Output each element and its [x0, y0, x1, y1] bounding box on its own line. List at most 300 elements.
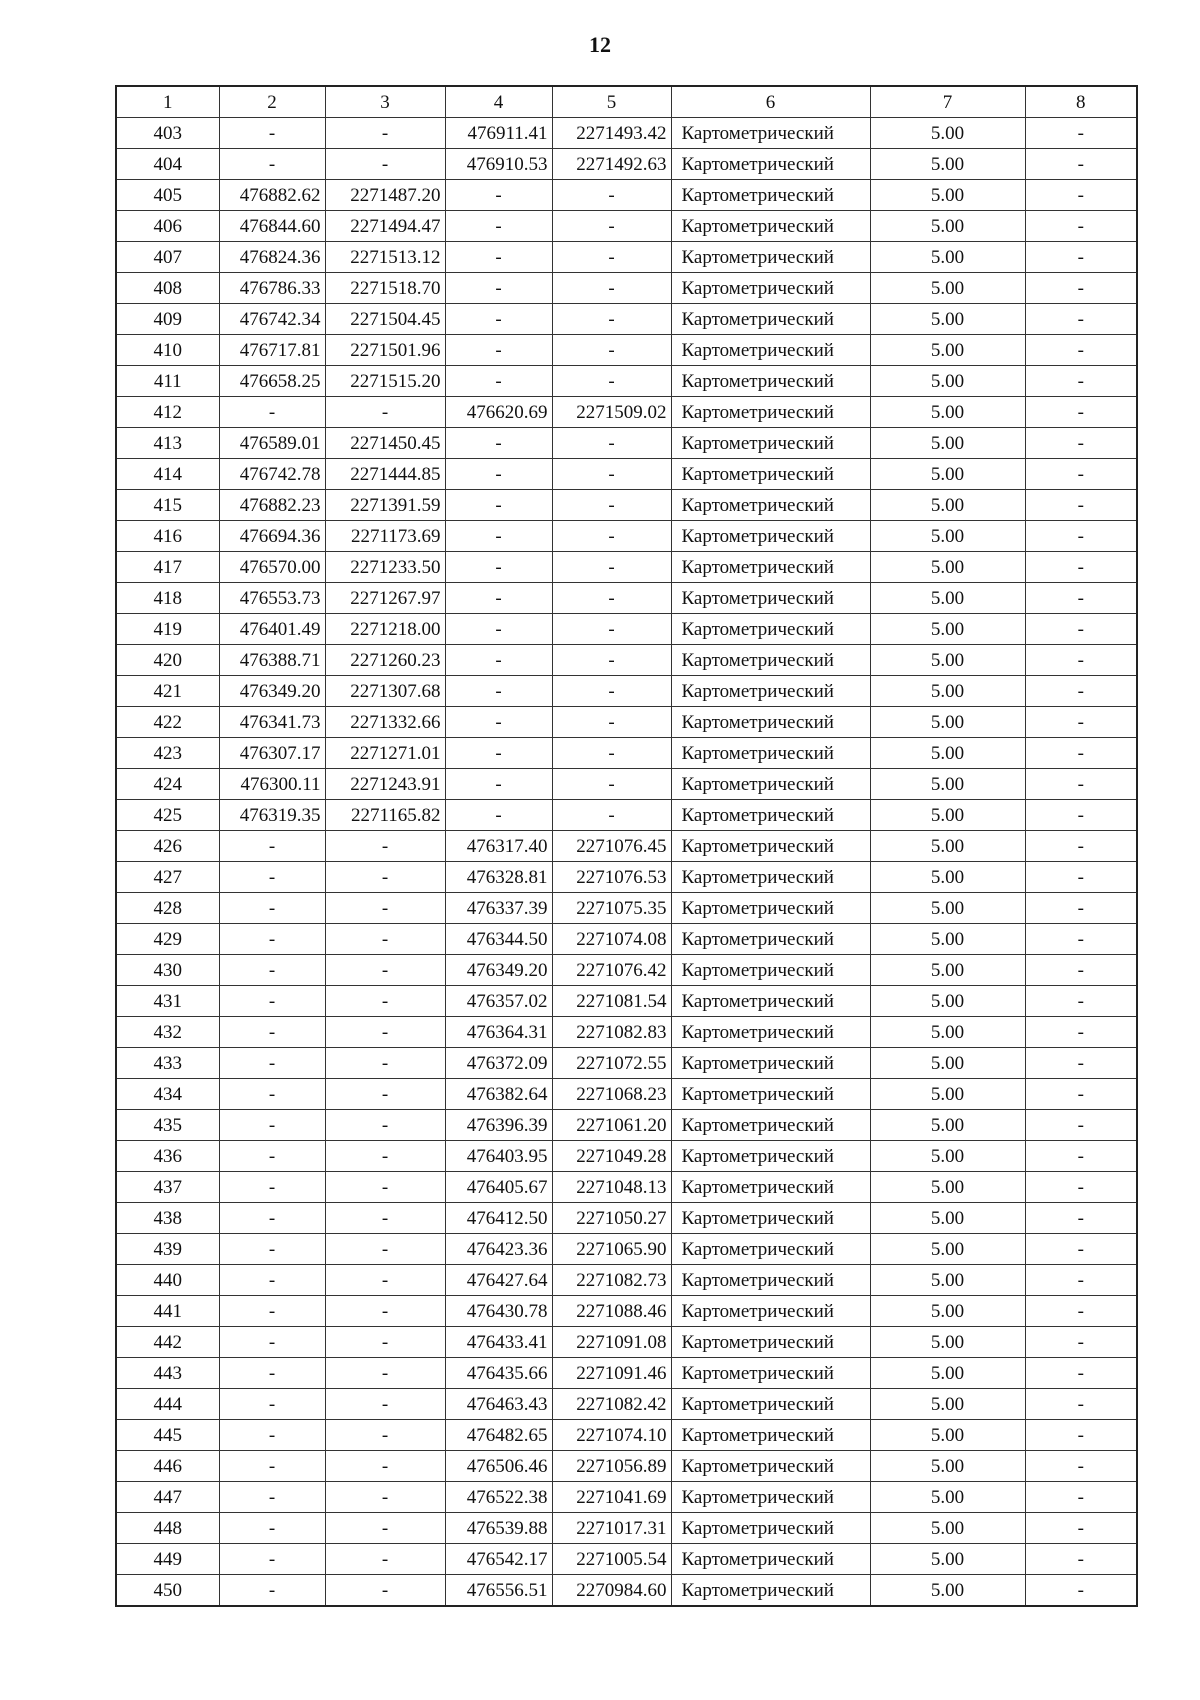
col3-y-cell: 2271504.45 — [325, 304, 445, 335]
table-row — [116, 521, 1137, 552]
table-row — [116, 924, 1137, 955]
method-cell: Картометрический — [671, 273, 870, 304]
point-number-cell: 420 — [116, 645, 219, 676]
method-cell: Картометрический — [671, 862, 870, 893]
method-cell: Картометрический — [671, 1296, 870, 1327]
table-row — [116, 986, 1137, 1017]
table-row — [116, 1389, 1137, 1420]
col4-x-cell: - — [445, 335, 552, 366]
table-row — [116, 676, 1137, 707]
col2-x-cell: - — [219, 862, 325, 893]
accuracy-cell: 5.00 — [870, 862, 1025, 893]
col3-y-cell: - — [325, 1389, 445, 1420]
col8-cell: - — [1025, 1513, 1137, 1544]
col8-cell: - — [1025, 397, 1137, 428]
point-number-cell: 415 — [116, 490, 219, 521]
method-cell: Картометрический — [671, 955, 870, 986]
table-row — [116, 1203, 1137, 1234]
col3-y-cell: 2271494.47 — [325, 211, 445, 242]
col2-x-cell: - — [219, 831, 325, 862]
col8-cell: - — [1025, 1296, 1137, 1327]
col2-x-cell: - — [219, 1234, 325, 1265]
col3-y-cell: 2271271.01 — [325, 738, 445, 769]
col5-y-cell: 2271049.28 — [552, 1141, 671, 1172]
col2-x-cell: - — [219, 1172, 325, 1203]
method-cell: Картометрический — [671, 366, 870, 397]
col3-y-cell: - — [325, 1544, 445, 1575]
col4-x-cell: 476372.09 — [445, 1048, 552, 1079]
point-number-cell: 427 — [116, 862, 219, 893]
col4-x-cell: 476433.41 — [445, 1327, 552, 1358]
col4-x-cell: - — [445, 242, 552, 273]
col2-x-cell: - — [219, 1389, 325, 1420]
method-cell: Картометрический — [671, 1203, 870, 1234]
col4-x-cell: 476403.95 — [445, 1141, 552, 1172]
column-header-2: 2 — [219, 86, 325, 118]
accuracy-cell: 5.00 — [870, 1544, 1025, 1575]
col3-y-cell: - — [325, 893, 445, 924]
col8-cell: - — [1025, 614, 1137, 645]
col2-x-cell: - — [219, 1358, 325, 1389]
col2-x-cell: - — [219, 397, 325, 428]
col5-y-cell: 2271050.27 — [552, 1203, 671, 1234]
table-row — [116, 490, 1137, 521]
col8-cell: - — [1025, 428, 1137, 459]
point-number-cell: 440 — [116, 1265, 219, 1296]
col5-y-cell: - — [552, 366, 671, 397]
col5-y-cell: - — [552, 304, 671, 335]
col4-x-cell: 476382.64 — [445, 1079, 552, 1110]
col4-x-cell: 476337.39 — [445, 893, 552, 924]
point-number-cell: 421 — [116, 676, 219, 707]
col2-x-cell: - — [219, 1544, 325, 1575]
col4-x-cell: - — [445, 304, 552, 335]
table-row — [116, 242, 1137, 273]
point-number-cell: 432 — [116, 1017, 219, 1048]
accuracy-cell: 5.00 — [870, 831, 1025, 862]
col5-y-cell: - — [552, 552, 671, 583]
col2-x-cell: 476300.11 — [219, 769, 325, 800]
col5-y-cell: 2271065.90 — [552, 1234, 671, 1265]
column-header-3: 3 — [325, 86, 445, 118]
method-cell: Картометрический — [671, 924, 870, 955]
col5-y-cell: - — [552, 459, 671, 490]
col5-y-cell: 2271061.20 — [552, 1110, 671, 1141]
col3-y-cell: - — [325, 1234, 445, 1265]
col4-x-cell: - — [445, 583, 552, 614]
accuracy-cell: 5.00 — [870, 428, 1025, 459]
table-row — [116, 862, 1137, 893]
col4-x-cell: 476317.40 — [445, 831, 552, 862]
method-cell: Картометрический — [671, 1358, 870, 1389]
point-number-cell: 425 — [116, 800, 219, 831]
table-row — [116, 366, 1137, 397]
col8-cell: - — [1025, 1110, 1137, 1141]
col2-x-cell: 476882.23 — [219, 490, 325, 521]
col4-x-cell: - — [445, 800, 552, 831]
method-cell: Картометрический — [671, 118, 870, 149]
method-cell: Картометрический — [671, 1172, 870, 1203]
col3-y-cell: - — [325, 986, 445, 1017]
col4-x-cell: 476430.78 — [445, 1296, 552, 1327]
col3-y-cell: 2271450.45 — [325, 428, 445, 459]
point-number-cell: 403 — [116, 118, 219, 149]
point-number-cell: 429 — [116, 924, 219, 955]
method-cell: Картометрический — [671, 1079, 870, 1110]
col5-y-cell: - — [552, 273, 671, 304]
col3-y-cell: - — [325, 1079, 445, 1110]
col3-y-cell: - — [325, 862, 445, 893]
accuracy-cell: 5.00 — [870, 1327, 1025, 1358]
col8-cell: - — [1025, 211, 1137, 242]
col8-cell: - — [1025, 366, 1137, 397]
table-row — [116, 428, 1137, 459]
method-cell: Картометрический — [671, 1017, 870, 1048]
col5-y-cell: 2271048.13 — [552, 1172, 671, 1203]
col8-cell: - — [1025, 1544, 1137, 1575]
accuracy-cell: 5.00 — [870, 583, 1025, 614]
col8-cell: - — [1025, 738, 1137, 769]
method-cell: Картометрический — [671, 800, 870, 831]
table-row — [116, 614, 1137, 645]
col2-x-cell: - — [219, 1203, 325, 1234]
col5-y-cell: 2271005.54 — [552, 1544, 671, 1575]
point-number-cell: 448 — [116, 1513, 219, 1544]
col5-y-cell: 2271041.69 — [552, 1482, 671, 1513]
method-cell: Картометрический — [671, 397, 870, 428]
table-row — [116, 1482, 1137, 1513]
accuracy-cell: 5.00 — [870, 738, 1025, 769]
col8-cell: - — [1025, 1327, 1137, 1358]
col8-cell: - — [1025, 149, 1137, 180]
col8-cell: - — [1025, 1203, 1137, 1234]
col8-cell: - — [1025, 304, 1137, 335]
point-number-cell: 404 — [116, 149, 219, 180]
col8-cell: - — [1025, 118, 1137, 149]
point-number-cell: 422 — [116, 707, 219, 738]
col3-y-cell: - — [325, 1265, 445, 1296]
method-cell: Картометрический — [671, 335, 870, 366]
col5-y-cell: - — [552, 583, 671, 614]
col3-y-cell: 2271218.00 — [325, 614, 445, 645]
col5-y-cell: 2271509.02 — [552, 397, 671, 428]
col2-x-cell: 476694.36 — [219, 521, 325, 552]
col5-y-cell: 2271082.83 — [552, 1017, 671, 1048]
table-row — [116, 645, 1137, 676]
method-cell: Картометрический — [671, 211, 870, 242]
col2-x-cell: - — [219, 1451, 325, 1482]
col5-y-cell: - — [552, 335, 671, 366]
method-cell: Картометрический — [671, 1451, 870, 1482]
col3-y-cell: - — [325, 1327, 445, 1358]
accuracy-cell: 5.00 — [870, 707, 1025, 738]
method-cell: Картометрический — [671, 583, 870, 614]
method-cell: Картометрический — [671, 738, 870, 769]
table-body — [116, 118, 1137, 1607]
col3-y-cell: - — [325, 118, 445, 149]
point-number-cell: 437 — [116, 1172, 219, 1203]
method-cell: Картометрический — [671, 149, 870, 180]
col4-x-cell: 476506.46 — [445, 1451, 552, 1482]
col8-cell: - — [1025, 707, 1137, 738]
col8-cell: - — [1025, 1048, 1137, 1079]
col3-y-cell: 2271501.96 — [325, 335, 445, 366]
method-cell: Картометрический — [671, 893, 870, 924]
method-cell: Картометрический — [671, 459, 870, 490]
col4-x-cell: 476539.88 — [445, 1513, 552, 1544]
method-cell: Картометрический — [671, 1110, 870, 1141]
col3-y-cell: - — [325, 831, 445, 862]
col8-cell: - — [1025, 1017, 1137, 1048]
col2-x-cell: 476742.34 — [219, 304, 325, 335]
col2-x-cell: - — [219, 1296, 325, 1327]
col2-x-cell: 476341.73 — [219, 707, 325, 738]
table-row — [116, 273, 1137, 304]
method-cell: Картометрический — [671, 428, 870, 459]
point-number-cell: 407 — [116, 242, 219, 273]
col5-y-cell: 2271074.08 — [552, 924, 671, 955]
col4-x-cell: - — [445, 180, 552, 211]
table-row — [116, 397, 1137, 428]
method-cell: Картометрический — [671, 1575, 870, 1607]
col8-cell: - — [1025, 1358, 1137, 1389]
col8-cell: - — [1025, 521, 1137, 552]
col5-y-cell: - — [552, 211, 671, 242]
col4-x-cell: 476328.81 — [445, 862, 552, 893]
method-cell: Картометрический — [671, 490, 870, 521]
table-row — [116, 1513, 1137, 1544]
col4-x-cell: 476412.50 — [445, 1203, 552, 1234]
col3-y-cell: 2271243.91 — [325, 769, 445, 800]
page-number: 12 — [589, 32, 611, 57]
accuracy-cell: 5.00 — [870, 1575, 1025, 1607]
col5-y-cell: 2271074.10 — [552, 1420, 671, 1451]
method-cell: Картометрический — [671, 1327, 870, 1358]
point-number-cell: 416 — [116, 521, 219, 552]
method-cell: Картометрический — [671, 831, 870, 862]
col4-x-cell: - — [445, 769, 552, 800]
col2-x-cell: - — [219, 1513, 325, 1544]
col4-x-cell: 476349.20 — [445, 955, 552, 986]
col8-cell: - — [1025, 831, 1137, 862]
accuracy-cell: 5.00 — [870, 1017, 1025, 1048]
col4-x-cell: 476435.66 — [445, 1358, 552, 1389]
point-number-cell: 436 — [116, 1141, 219, 1172]
accuracy-cell: 5.00 — [870, 955, 1025, 986]
col4-x-cell: 476405.67 — [445, 1172, 552, 1203]
col4-x-cell: - — [445, 366, 552, 397]
col3-y-cell: - — [325, 1296, 445, 1327]
col3-y-cell: - — [325, 1358, 445, 1389]
accuracy-cell: 5.00 — [870, 1482, 1025, 1513]
point-number-cell: 444 — [116, 1389, 219, 1420]
table-row — [116, 1172, 1137, 1203]
col2-x-cell: - — [219, 1048, 325, 1079]
col5-y-cell: 2271081.54 — [552, 986, 671, 1017]
accuracy-cell: 5.00 — [870, 645, 1025, 676]
point-number-cell: 439 — [116, 1234, 219, 1265]
col3-y-cell: 2271165.82 — [325, 800, 445, 831]
table-row — [116, 335, 1137, 366]
method-cell: Картометрический — [671, 180, 870, 211]
col3-y-cell: 2271260.23 — [325, 645, 445, 676]
col2-x-cell: 476717.81 — [219, 335, 325, 366]
method-cell: Картометрический — [671, 1234, 870, 1265]
point-number-cell: 408 — [116, 273, 219, 304]
col8-cell: - — [1025, 645, 1137, 676]
method-cell: Картометрический — [671, 1544, 870, 1575]
point-number-cell: 405 — [116, 180, 219, 211]
accuracy-cell: 5.00 — [870, 769, 1025, 800]
col3-y-cell: - — [325, 955, 445, 986]
accuracy-cell: 5.00 — [870, 118, 1025, 149]
col8-cell: - — [1025, 1575, 1137, 1607]
accuracy-cell: 5.00 — [870, 1110, 1025, 1141]
col4-x-cell: 476357.02 — [445, 986, 552, 1017]
point-number-cell: 413 — [116, 428, 219, 459]
col4-x-cell: - — [445, 211, 552, 242]
accuracy-cell: 5.00 — [870, 397, 1025, 428]
col5-y-cell: - — [552, 645, 671, 676]
col4-x-cell: - — [445, 614, 552, 645]
table-row — [116, 1017, 1137, 1048]
col2-x-cell: - — [219, 1141, 325, 1172]
method-cell: Картометрический — [671, 1265, 870, 1296]
col3-y-cell: - — [325, 1482, 445, 1513]
col8-cell: - — [1025, 552, 1137, 583]
point-number-cell: 418 — [116, 583, 219, 614]
col5-y-cell: - — [552, 738, 671, 769]
table-row — [116, 118, 1137, 149]
col8-cell: - — [1025, 1420, 1137, 1451]
table-row — [116, 149, 1137, 180]
table-row — [116, 1110, 1137, 1141]
accuracy-cell: 5.00 — [870, 924, 1025, 955]
col2-x-cell: 476401.49 — [219, 614, 325, 645]
col2-x-cell: 476388.71 — [219, 645, 325, 676]
table-row — [116, 1544, 1137, 1575]
col8-cell: - — [1025, 862, 1137, 893]
point-number-cell: 426 — [116, 831, 219, 862]
col3-y-cell: 2271487.20 — [325, 180, 445, 211]
col4-x-cell: - — [445, 490, 552, 521]
table-row — [116, 1079, 1137, 1110]
col5-y-cell: - — [552, 614, 671, 645]
col4-x-cell: 476522.38 — [445, 1482, 552, 1513]
col5-y-cell: 2271068.23 — [552, 1079, 671, 1110]
accuracy-cell: 5.00 — [870, 1234, 1025, 1265]
col2-x-cell: 476307.17 — [219, 738, 325, 769]
point-number-cell: 443 — [116, 1358, 219, 1389]
col4-x-cell: 476364.31 — [445, 1017, 552, 1048]
col3-y-cell: 2271391.59 — [325, 490, 445, 521]
col2-x-cell: 476882.62 — [219, 180, 325, 211]
point-number-cell: 447 — [116, 1482, 219, 1513]
method-cell: Картометрический — [671, 242, 870, 273]
table-row — [116, 1327, 1137, 1358]
column-header-4: 4 — [445, 86, 552, 118]
col3-y-cell: - — [325, 1017, 445, 1048]
col5-y-cell: - — [552, 180, 671, 211]
accuracy-cell: 5.00 — [870, 552, 1025, 583]
col3-y-cell: - — [325, 1451, 445, 1482]
col3-y-cell: 2271332.66 — [325, 707, 445, 738]
col8-cell: - — [1025, 1234, 1137, 1265]
col8-cell: - — [1025, 180, 1137, 211]
col2-x-cell: - — [219, 1575, 325, 1607]
accuracy-cell: 5.00 — [870, 1079, 1025, 1110]
col5-y-cell: 2271091.46 — [552, 1358, 671, 1389]
accuracy-cell: 5.00 — [870, 676, 1025, 707]
table-row — [116, 1451, 1137, 1482]
accuracy-cell: 5.00 — [870, 986, 1025, 1017]
accuracy-cell: 5.00 — [870, 1296, 1025, 1327]
col5-y-cell: 2271076.42 — [552, 955, 671, 986]
column-header-8: 8 — [1025, 86, 1137, 118]
col4-x-cell: 476910.53 — [445, 149, 552, 180]
method-cell: Картометрический — [671, 614, 870, 645]
col4-x-cell: 476911.41 — [445, 118, 552, 149]
point-number-cell: 423 — [116, 738, 219, 769]
col8-cell: - — [1025, 583, 1137, 614]
col2-x-cell: - — [219, 149, 325, 180]
col5-y-cell: 2271091.08 — [552, 1327, 671, 1358]
col4-x-cell: 476427.64 — [445, 1265, 552, 1296]
col2-x-cell: - — [219, 1482, 325, 1513]
col2-x-cell: - — [219, 1017, 325, 1048]
point-number-cell: 414 — [116, 459, 219, 490]
col2-x-cell: 476742.78 — [219, 459, 325, 490]
col8-cell: - — [1025, 986, 1137, 1017]
col2-x-cell: - — [219, 1110, 325, 1141]
col8-cell: - — [1025, 273, 1137, 304]
point-number-cell: 411 — [116, 366, 219, 397]
accuracy-cell: 5.00 — [870, 459, 1025, 490]
col3-y-cell: 2271173.69 — [325, 521, 445, 552]
accuracy-cell: 5.00 — [870, 180, 1025, 211]
col8-cell: - — [1025, 335, 1137, 366]
col5-y-cell: 2270984.60 — [552, 1575, 671, 1607]
table-row — [116, 459, 1137, 490]
method-cell: Картометрический — [671, 707, 870, 738]
col2-x-cell: 476844.60 — [219, 211, 325, 242]
point-number-cell: 424 — [116, 769, 219, 800]
table-row — [116, 707, 1137, 738]
col8-cell: - — [1025, 459, 1137, 490]
point-number-cell: 417 — [116, 552, 219, 583]
col8-cell: - — [1025, 1482, 1137, 1513]
col3-y-cell: 2271444.85 — [325, 459, 445, 490]
table-row — [116, 1265, 1137, 1296]
method-cell: Картометрический — [671, 1420, 870, 1451]
col3-y-cell: - — [325, 1048, 445, 1079]
method-cell: Картометрический — [671, 986, 870, 1017]
method-cell: Картометрический — [671, 1482, 870, 1513]
col4-x-cell: 476542.17 — [445, 1544, 552, 1575]
col5-y-cell: - — [552, 707, 671, 738]
method-cell: Картометрический — [671, 676, 870, 707]
point-number-cell: 409 — [116, 304, 219, 335]
col2-x-cell: - — [219, 118, 325, 149]
method-cell: Картометрический — [671, 1513, 870, 1544]
col3-y-cell: - — [325, 1203, 445, 1234]
col3-y-cell: - — [325, 1172, 445, 1203]
col5-y-cell: 2271072.55 — [552, 1048, 671, 1079]
accuracy-cell: 5.00 — [870, 1513, 1025, 1544]
col8-cell: - — [1025, 1451, 1137, 1482]
point-number-cell: 441 — [116, 1296, 219, 1327]
col3-y-cell: - — [325, 924, 445, 955]
